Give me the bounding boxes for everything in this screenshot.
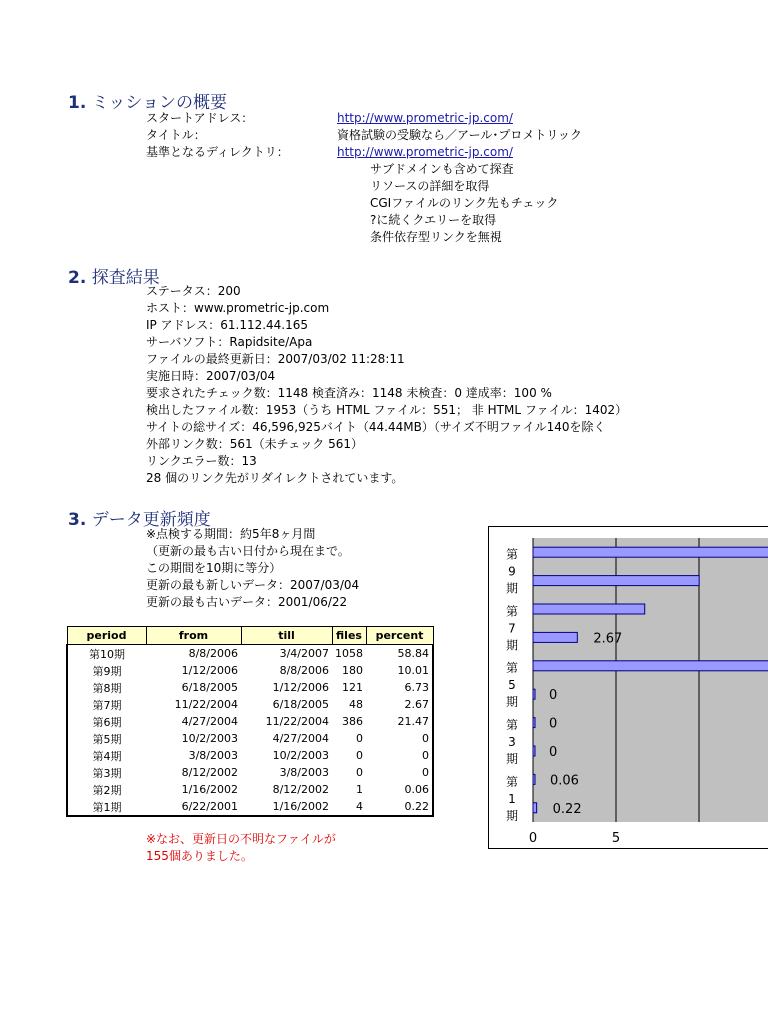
period-cell: 第7期	[67, 696, 146, 713]
update-frequency-chart	[488, 526, 768, 850]
title-value: 資格試験の受験なら／アール･プロメトリック	[337, 128, 582, 142]
from-cell: 6/22/2001	[146, 798, 241, 816]
period-cell: 第8期	[67, 679, 146, 696]
table-row	[67, 662, 433, 679]
period-cell: 第6期	[67, 713, 146, 730]
percent-cell: 0	[366, 747, 433, 764]
files-cell: 386	[342, 715, 363, 728]
period-cell: 第4期	[67, 747, 146, 764]
from-cell: 8/8/2006	[188, 647, 238, 660]
update-frequency-table	[66, 626, 434, 817]
unknown-date-note: 155個ありました。	[146, 849, 253, 863]
table-row	[67, 798, 433, 816]
bar	[533, 661, 768, 671]
percent-cell: 0	[366, 730, 433, 747]
percent-cell: 0.06	[366, 781, 433, 798]
y-tick-label: 9	[508, 564, 516, 579]
file-count-line: 検出したファイル数：1953（うち HTML ファイル：551； 非 HTML ファイル：1402）	[146, 403, 628, 417]
period-cell: 第2期	[67, 781, 146, 798]
option-item: サブドメインも含めて探査	[370, 162, 514, 176]
period-cell: 第9期	[67, 662, 146, 679]
y-tick-label: 期	[505, 752, 519, 766]
data-label: 0	[549, 688, 558, 704]
period-note: （更新の最も古い日付から現在まで。	[146, 544, 350, 558]
y-tick-label: 1	[508, 791, 516, 806]
run-date-line: 実施日時：2007/03/04	[146, 369, 276, 383]
files-cell: 0	[356, 766, 363, 779]
data-label: 0.06	[549, 773, 579, 789]
y-tick-label: 第	[505, 718, 519, 732]
till-cell: 3/4/2007	[279, 647, 329, 660]
files-cell: 1	[356, 783, 363, 796]
bar	[533, 547, 768, 557]
table-row	[67, 696, 433, 713]
files-cell: 1058	[335, 647, 363, 660]
from-cell: 3/8/2003	[188, 749, 238, 762]
till-cell: 1/12/2006	[272, 681, 329, 694]
section3-number: 3.	[68, 510, 87, 530]
start-address-link[interactable]: http://www.prometric-jp.com/	[337, 111, 513, 125]
till-cell: 10/2/2003	[272, 749, 329, 762]
till-cell: 3/8/2003	[279, 766, 329, 779]
till-cell: 1/16/2002	[241, 798, 332, 816]
start-address-label: スタートアドレス：	[146, 111, 254, 125]
redirects-line: 28 個のリンク先がリダイレクトされています。	[146, 471, 404, 485]
y-tick-label: 期	[505, 638, 519, 653]
files-cell: 121	[342, 681, 363, 694]
link-errors-line: リンクエラー数：13	[146, 454, 257, 468]
y-tick-label: 7	[508, 621, 516, 636]
external-links-line: 外部リンク数：561（未チェック 561）	[146, 437, 364, 451]
column-header-files: files	[332, 627, 366, 645]
title-label: タイトル：	[146, 128, 206, 142]
files-cell: 48	[349, 698, 363, 711]
files-cell: 0	[356, 749, 363, 762]
till-cell: 8/12/2002	[272, 783, 329, 796]
files-cell: 0	[356, 732, 363, 745]
option-item: ?に続くクエリーを取得	[370, 213, 497, 227]
y-tick-label: 5	[508, 678, 516, 693]
x-tick-label: 5	[611, 831, 621, 846]
check-count-line: 要求されたチェック数：1148 検査済み：1148 未検査：0 達成率：100 %	[146, 386, 552, 400]
section1-title: ミッションの概要	[91, 93, 228, 113]
bar	[533, 774, 535, 784]
percent-cell: 21.47	[366, 713, 433, 730]
base-directory-label: 基準となるディレクトリ：	[146, 145, 289, 159]
newest-data-line: 更新の最も新しいデータ：2007/03/04	[146, 578, 360, 592]
table-row	[67, 730, 433, 747]
y-tick-label: 第	[505, 774, 519, 789]
from-cell: 4/27/2004	[181, 715, 238, 728]
from-cell: 1/16/2002	[181, 783, 238, 796]
option-item: 条件依存型リンクを無視	[370, 230, 502, 244]
till-cell: 11/22/2004	[265, 715, 329, 728]
section2-number: 2.	[68, 268, 87, 288]
oldest-data-line: 更新の最も古いデータ：2001/06/22	[146, 595, 348, 609]
percent-cell: 2.67	[366, 696, 433, 713]
percent-cell: 58.84	[366, 645, 433, 663]
y-tick-label: 期	[505, 695, 519, 710]
section3-title: データ更新頻度	[91, 510, 211, 530]
percent-cell: 6.73	[366, 679, 433, 696]
option-item: CGIファイルのリンク先もチェック	[370, 196, 559, 210]
y-tick-label: 期	[505, 581, 519, 596]
table-row	[67, 679, 433, 696]
bar	[533, 746, 535, 756]
from-cell: 1/12/2006	[181, 664, 238, 677]
status-line: ステータス：200	[146, 284, 241, 298]
y-tick-label: 第	[505, 547, 519, 562]
period-cell: 第3期	[67, 764, 146, 781]
period-cell: 第10期	[67, 645, 146, 663]
table-header-row	[67, 627, 433, 645]
unknown-date-note: ※なお、更新日の不明なファイルが	[146, 832, 336, 846]
column-header-from: from	[146, 627, 241, 645]
total-size-line: サイトの総サイズ：46,596,925バイト（44.44MB）（サイズ不明ファイル140を除く	[146, 420, 606, 434]
host-line: ホスト：www.prometric-jp.com	[146, 301, 330, 315]
from-cell: 8/12/2002	[181, 766, 238, 779]
from-cell: 6/18/2005	[181, 681, 238, 694]
bar	[533, 689, 535, 699]
table-row	[67, 747, 433, 764]
last-modified-line: ファイルの最終更新日：2007/03/02 11:28:11	[146, 352, 405, 366]
column-header-till: till	[241, 627, 332, 645]
bar	[533, 604, 645, 614]
server-line: サーバソフト：Rapidsite/Apa	[146, 335, 313, 349]
ip-line: IP アドレス：61.112.44.165	[146, 318, 309, 332]
till-cell: 4/27/2004	[272, 732, 329, 745]
y-tick-label: 3	[508, 735, 516, 749]
till-cell: 8/8/2006	[279, 664, 329, 677]
files-cell: 180	[342, 664, 363, 677]
period-note: この期間を10期に等分）	[146, 561, 282, 575]
column-header-period: period	[67, 627, 146, 645]
section1-number: 1.	[68, 93, 87, 113]
bar	[533, 803, 537, 813]
till-cell: 6/18/2005	[272, 698, 329, 711]
table-row	[67, 781, 433, 798]
period-cell: 第5期	[67, 730, 146, 747]
section2-title: 探査結果	[91, 268, 160, 288]
y-tick-label: 期	[505, 808, 519, 823]
percent-cell: 0	[366, 764, 433, 781]
data-label: 2.67	[593, 631, 623, 647]
data-label: 0.22	[552, 801, 582, 817]
bar	[533, 576, 699, 586]
base-directory-link[interactable]: http://www.prometric-jp.com/	[337, 145, 513, 159]
data-label: 0	[549, 745, 558, 760]
y-tick-label: 第	[505, 661, 519, 676]
table-row	[67, 645, 433, 663]
period-cell: 第1期	[67, 798, 146, 816]
y-tick-label: 第	[505, 604, 519, 619]
option-item: リソースの詳細を取得	[370, 179, 490, 193]
table-row	[67, 713, 433, 730]
table-row	[67, 764, 433, 781]
bar	[533, 632, 577, 642]
data-label: 0	[549, 716, 558, 732]
from-cell: 10/2/2003	[181, 732, 238, 745]
x-tick-label: 0	[528, 831, 538, 846]
percent-cell: 10.01	[366, 662, 433, 679]
percent-cell: 0.22	[366, 798, 433, 816]
column-header-percent: percent	[366, 627, 433, 645]
period-note: ※点検する期間：約5年8ヶ月間	[146, 527, 316, 541]
files-cell: 4	[332, 798, 366, 816]
from-cell: 11/22/2004	[174, 698, 238, 711]
bar	[533, 718, 535, 728]
